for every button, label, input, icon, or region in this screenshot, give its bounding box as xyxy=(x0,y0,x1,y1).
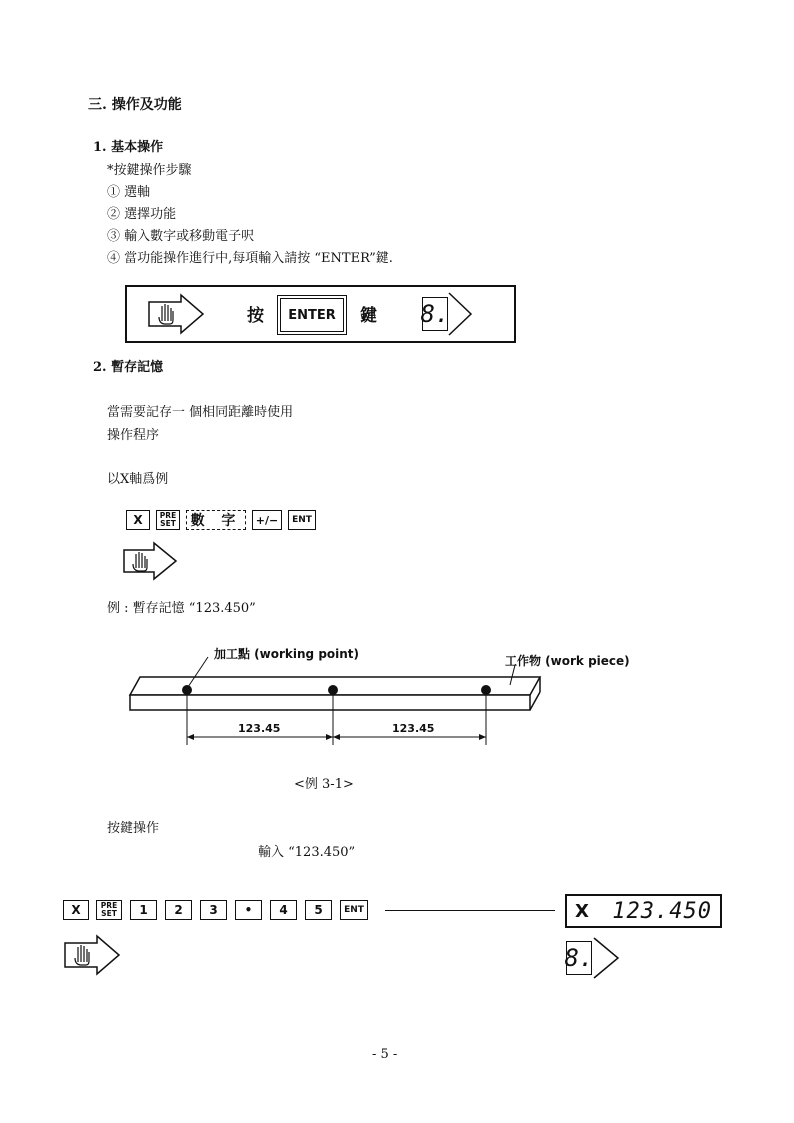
preset-key xyxy=(96,900,122,920)
preset-key-top: PRE xyxy=(159,511,177,520)
preset-key-top: PRE xyxy=(100,901,118,910)
step-4: ④ 當功能操作進行中,每項輸入請按 “ENTER”鍵. xyxy=(107,251,393,266)
key-label: 鍵 xyxy=(360,306,377,326)
digit-key-5: 5 xyxy=(305,900,332,920)
display-value: 123.450 xyxy=(612,898,712,924)
plus-minus-key: +/− xyxy=(252,510,282,530)
result-digit-display: 8. xyxy=(566,941,592,975)
key-operation-label: 按鍵操作 xyxy=(107,821,160,836)
digit-key-3: 3 xyxy=(200,900,227,920)
step-1: ① 選軸 xyxy=(107,185,151,200)
digit-key-2: 2 xyxy=(165,900,192,920)
figure-caption: <例 3-1> xyxy=(294,777,354,792)
press-label: 按 xyxy=(247,306,264,326)
axis-display xyxy=(565,894,722,928)
arrow-right-icon xyxy=(447,291,473,337)
enter-key-short: ENT xyxy=(288,510,316,530)
memory-desc-2: 操作程序 xyxy=(107,428,160,443)
enter-key-label: ENTER xyxy=(280,298,344,332)
hand-pointer-icon xyxy=(63,934,123,976)
step-2: ② 選擇功能 xyxy=(107,207,177,222)
sequence-connector-line xyxy=(385,910,555,911)
preset-key-bottom: SET xyxy=(101,909,117,918)
section-title: 三. 操作及功能 xyxy=(88,97,182,113)
work-piece-label: 工作物 (work piece) xyxy=(505,654,630,668)
memory-desc-1: 當需要記存一 個相同距離時使用 xyxy=(107,405,294,420)
enter-banner xyxy=(125,285,516,343)
digit-key-1: 1 xyxy=(130,900,157,920)
work-piece-diagram xyxy=(120,655,550,750)
decimal-point-key: • xyxy=(235,900,262,920)
input-label: 輸入 “123.450” xyxy=(258,845,356,860)
working-point-label: 加工點 (working point) xyxy=(214,647,360,661)
enter-key-short: ENT xyxy=(340,900,368,920)
basic-heading: 1. 基本操作 xyxy=(93,140,164,155)
x-axis-key: X xyxy=(63,900,89,920)
enter-key xyxy=(277,295,347,335)
steps-title: *按鍵操作步驟 xyxy=(107,163,192,178)
dimension-label-1: 123.45 xyxy=(238,722,281,735)
dimension-label-2: 123.45 xyxy=(392,722,435,735)
example-axis: 以X軸爲例 xyxy=(107,472,169,487)
preset-key xyxy=(156,510,180,530)
example-title: 例 : 暫存記憶 “123.450” xyxy=(107,601,256,616)
hand-pointer-icon xyxy=(147,293,207,335)
hand-pointer-icon xyxy=(122,541,180,581)
page-number: - 5 - xyxy=(372,1047,398,1062)
number-input-key: 數 字 xyxy=(186,510,246,530)
preset-key-bottom: SET xyxy=(160,519,176,528)
digit-display: 8. xyxy=(422,297,448,331)
arrow-right-icon xyxy=(592,936,620,980)
display-axis: X xyxy=(575,900,589,922)
memory-heading: 2. 暫存記憶 xyxy=(93,360,164,375)
digit-key-4: 4 xyxy=(270,900,297,920)
x-axis-key: X xyxy=(126,510,150,530)
step-3: ③ 輸入數字或移動電子呎 xyxy=(107,229,255,244)
